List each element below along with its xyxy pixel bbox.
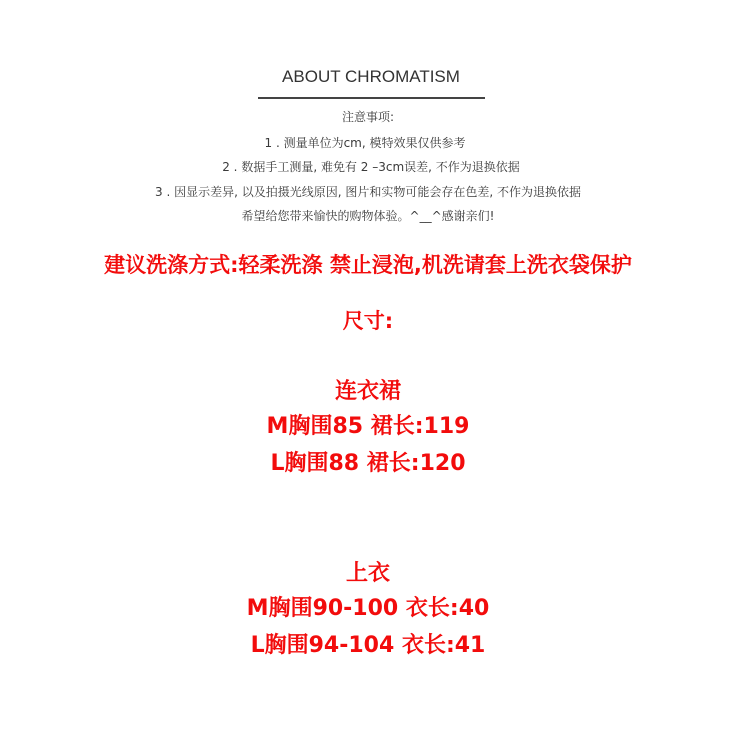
top-size-title: 上衣 [345,561,390,586]
washing-instructions: 建议洗涤方式:轻柔洗涤 禁止浸泡,机洗请套上洗衣袋保护 [104,253,632,277]
notes-title: 注意事项: [341,110,395,124]
dress-size-m: M胸围85 裙长:119 [266,414,470,439]
heading-underline [258,97,485,99]
note-line-3: 3 . 因显示差异, 以及拍摄光线原因, 图片和实物可能会存在色差, 不作为退换依据 [155,185,581,199]
dress-size-l: L胸围88 裙长:120 [270,451,466,476]
note-line-4: 希望给您带来愉快的购物体验。^__^感谢亲们! [241,209,495,223]
note-line-1: 1 . 测量单位为cm, 模特效果仅供参考 [264,136,466,150]
page-heading: ABOUT CHROMATISM [282,67,460,86]
note-line-2: 2 . 数据手工测量, 难免有 2 –3cm误差, 不作为退换依据 [222,160,520,174]
top-size-l: L胸围94-104 衣长:41 [250,633,486,658]
dress-size-title: 连衣裙 [334,379,401,404]
top-size-m: M胸围90-100 衣长:40 [246,596,490,621]
size-section-title: 尺寸: [342,309,394,333]
